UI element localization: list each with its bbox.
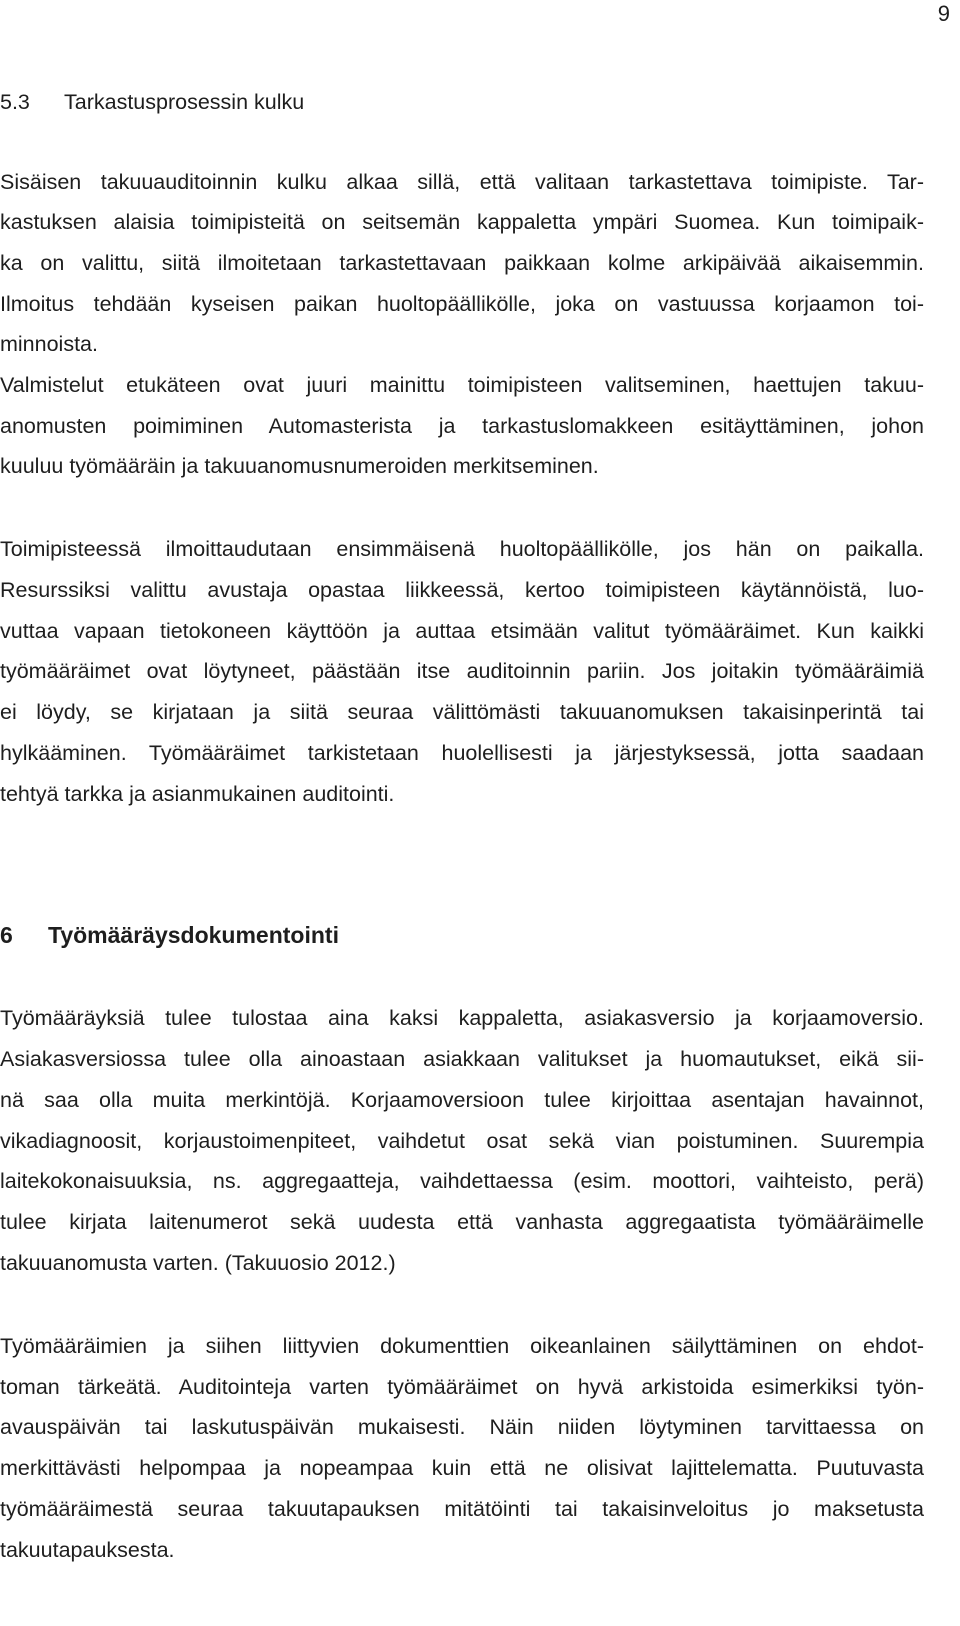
paragraph-line: tulee kirjata laitenumerot sekä uudesta että vanhasta aggregaatista työmääräimelle bbox=[0, 1210, 924, 1234]
paragraph-line: kastuksen alaisia toimipisteitä on seitsemän kappaletta ympäri Suomea. Kun toimipaik- bbox=[0, 210, 924, 234]
paragraph-line: avauspäivän tai laskutuspäivän mukaisesti. Näin niiden löytyminen tarvittaessa on bbox=[0, 1415, 924, 1439]
paragraph-line: työmääräimestä seuraa takuutapauksen mitätöinti tai takaisinveloitus jo maksetusta bbox=[0, 1497, 924, 1521]
paragraph-line: toman tärkeätä. Auditointeja varten työmääräimet on hyvä arkistoida esimerkiksi työn- bbox=[0, 1375, 924, 1399]
paragraph-line: minnoista. bbox=[0, 332, 98, 356]
section-heading bbox=[0, 88, 304, 116]
paragraph-line: vuttaa vapaan tietokoneen käyttöön ja auttaa etsimään valitut työmääräimet. Kun kaikki bbox=[0, 619, 924, 643]
chapter-heading bbox=[0, 920, 339, 950]
paragraph-line: Asiakasversiossa tulee olla ainoastaan asiakkaan valitukset ja huomautukset, eikä sii- bbox=[0, 1047, 924, 1071]
paragraph-line: Resurssiksi valittu avustaja opastaa liikkeessä, kertoo toimipisteen käytännöistä, luo- bbox=[0, 578, 924, 602]
section-number: 5.3 bbox=[0, 90, 30, 114]
paragraph-line: anomusten poimiminen Automasterista ja tarkastuslomakkeen esitäyttäminen, johon bbox=[0, 414, 924, 438]
section-title: Tarkastusprosessin kulku bbox=[64, 90, 305, 114]
chapter-title: Työmääräysdokumentointi bbox=[48, 922, 339, 948]
page-number: 9 bbox=[937, 1, 950, 26]
paragraph-line: takuuanomusta varten. (Takuuosio 2012.) bbox=[0, 1251, 396, 1275]
paragraph-line: Työmääräyksiä tulee tulostaa aina kaksi kappaletta, asiakasversio ja korjaamoversio. bbox=[0, 1006, 924, 1030]
paragraph-line: hylkääminen. Työmääräimet tarkistetaan huolellisesti ja järjestyksessä, jotta saadaan bbox=[0, 741, 924, 765]
paragraph-line: työmääräimet ovat löytyneet, päästään itse auditoinnin pariin. Jos joitakin työmääräimiä bbox=[0, 659, 924, 683]
paragraph-line: tehtyä tarkka ja asianmukainen auditointi. bbox=[0, 782, 395, 806]
paragraph-line: kuuluu työmääräin ja takuuanomusnumeroiden merkitseminen. bbox=[0, 454, 599, 478]
chapter-number: 6 bbox=[0, 922, 13, 948]
paragraph-line: ka on valittu, siitä ilmoitetaan tarkastettavaan paikkaan kolme arkipäivää aikaisemmin. bbox=[0, 251, 924, 275]
paragraph-line: laitekokonaisuuksia, ns. aggregaatteja, vaihdettaessa (esim. moottori, vaihteisto, perä) bbox=[0, 1169, 924, 1193]
paragraph-line: Työmääräimien ja siihen liittyvien dokumenttien oikeanlainen säilyttäminen on ehdot- bbox=[0, 1334, 924, 1358]
paragraph-line: Ilmoitus tehdään kyseisen paikan huoltopäällikölle, joka on vastuussa korjaamon toi- bbox=[0, 292, 924, 316]
paragraph-line: Toimipisteessä ilmoittaudutaan ensimmäisenä huoltopäällikölle, jos hän on paikalla. bbox=[0, 537, 924, 561]
paragraph-line: merkittävästi helpompaa ja nopeampaa kuin että ne olisivat lajittelematta. Puutuvasta bbox=[0, 1456, 924, 1480]
paragraph-line: takuutapauksesta. bbox=[0, 1538, 175, 1562]
paragraph-line: Sisäisen takuuauditoinnin kulku alkaa sillä, että valitaan tarkastettava toimipiste. Tar- bbox=[0, 170, 924, 194]
paragraph-line: ei löydy, se kirjataan ja siitä seuraa välittömästi takuuanomuksen takaisinperintä tai bbox=[0, 700, 924, 724]
paragraph-line: vikadiagnoosit, korjaustoimenpiteet, vaihdetut osat sekä vian poistuminen. Suurempia bbox=[0, 1129, 924, 1153]
paragraph-line: nä saa olla muita merkintöjä. Korjaamoversioon tulee kirjoittaa asentajan havainnot, bbox=[0, 1088, 924, 1112]
paragraph-line: Valmistelut etukäteen ovat juuri mainittu toimipisteen valitseminen, haettujen takuu- bbox=[0, 373, 924, 397]
